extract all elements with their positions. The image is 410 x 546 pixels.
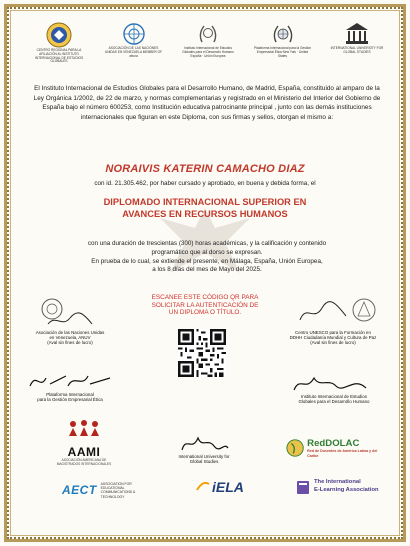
iela-logo [196, 479, 244, 495]
aect-logo [62, 482, 149, 499]
signature-anuv [30, 296, 110, 346]
aami-caption: ASOCIACIÓN AMERICANA DE MAGISTRADOS INTERNACIONALES [56, 458, 112, 466]
details-line-4: a los 8 días del mes de Mayo del 2025. [152, 266, 262, 274]
international-elearning-logo [296, 479, 379, 495]
details-line-3: En prueba de lo cual, se extiende el presente, en Málaga, España, Unión Europea, [91, 257, 323, 265]
iugs-line-1: International University for [178, 454, 230, 459]
header-logo-5-caption: INTERNATIONAL UNIVERSITY FOR GLOBAL STUDIES [330, 46, 384, 54]
tiela-line-2: E-Learning Association [314, 487, 379, 493]
anuv-seal-signature-icon [30, 296, 110, 330]
header-logo-4-caption: Plataforma Internacional para la Gestión Empresarial Ética New York · United States [253, 46, 312, 58]
awardee-name: NORAIVIS KATERIN CAMACHO DIAZ [105, 163, 305, 175]
global-line-1: Instituto Internacional de Estudios [301, 394, 367, 399]
id-line: con id. 21.305.462, por haber cursado y aprobado, en buena y debida forma, el [94, 180, 316, 187]
header-logo-1 [30, 22, 88, 64]
iela-swoosh-icon [196, 480, 210, 494]
aami-figures-icon [67, 420, 101, 438]
diploma-seal-icon [46, 22, 72, 48]
tiela-text [314, 479, 379, 494]
intro-paragraph: El Instituto Internacional de Estudios Globales para el Desarrollo Humano, de Madrid, España, constituido al amparo de la Ley Orgánica 1/2002, de 22 de marzo, y normas complementarias y registrado en el Ministerio del Interior del Gobierno de España bajo el número 600253, como Institución educativa patrocinante principal , junto con las demás instituciones internacionales que figuran en este Diploma, con sus firmas y sellos, otorgan el mismo a: [33, 85, 381, 121]
signature-global-institute [284, 372, 384, 404]
signature-iugs [164, 434, 244, 464]
header-logo-3 [179, 22, 237, 58]
reddolac-wordmark: RedDOLAC [307, 438, 360, 450]
aami-wordmark: AAMI [67, 445, 101, 459]
unesco-line-2: DDHH Ciudadanía Mundial y Cultura de Paz [289, 335, 377, 341]
elearning-book-icon [296, 479, 310, 495]
header-logo-1-caption: CENTRO REGIONAL PARA LA AFILIACIÓN AL INSTITUTO INTERNACIONAL DE ESTUDIOS GLOBALES [34, 48, 84, 64]
program-title [0, 197, 410, 220]
reddolac-subtitle: Red de Docentes de América Latina y del Caribe [307, 449, 378, 458]
un-wfuna-icon [122, 22, 146, 46]
gestek-handwritten-signature-icon [26, 370, 114, 392]
details-paragraph [30, 240, 384, 275]
university-building-icon [344, 22, 370, 46]
anuv-line-3: (Aval sin fines de lucro) [47, 340, 93, 346]
gestek-line-1: Plataforma Internacional [46, 392, 94, 397]
program-title-line-1: DIPLOMADO INTERNACIONAL SUPERIOR EN [103, 197, 307, 207]
gestek-line-2: para la Gestión Empresarial Ética [37, 397, 103, 403]
header-logo-2-caption: ASOCIACIÓN DE LAS NACIONES UNIDAS EN VENEZUELA MEMBER OF wfuna [104, 46, 163, 58]
unesco-seal-signature-icon [280, 296, 386, 330]
header-logo-5 [328, 22, 386, 55]
header-logo-2 [105, 22, 163, 58]
aect-wordmark: AECT [62, 483, 97, 498]
anuv-line-2: en Venezuela, ANUV [49, 335, 91, 341]
signature-unesco [280, 296, 386, 346]
unesco-line-3: (Aval sin fines de lucro) [310, 340, 356, 346]
aect-caption: ASSOCIATION FOR EDUCATIONAL COMMUNICATIONS & TECHNOLOGY [100, 482, 136, 499]
qr-code[interactable] [178, 329, 226, 377]
laurel-globe-icon [271, 22, 295, 46]
iugs-handwritten-signature-icon [164, 434, 244, 454]
reddolac-globe-icon [286, 438, 304, 458]
laurel-seal-icon [196, 22, 220, 46]
iela-wordmark: iELA [212, 479, 244, 495]
tiela-line-1: The International [314, 479, 361, 486]
signature-gestek [26, 370, 114, 402]
unesco-line-1: Centro UNESCO para la Formación en [295, 330, 371, 335]
qr-scan-note: ESCANEE ESTE CÓDIGO QR PARA SOLICITAR LA AUTENTICACIÓN DE UN DIPLOMA O TÍTULO. [151, 294, 259, 317]
header-logo-3-caption: Instituto Internacional de Estudios Globales para el Desarrollo Humano España · Unión Europea [182, 46, 234, 58]
header-logo-4 [254, 22, 312, 58]
iugs-line-2: Global Studies [189, 459, 219, 465]
reddolac-logo [286, 438, 382, 458]
global-line-2: Globales para el Desarrollo Humano [298, 399, 370, 405]
details-line-1: con una duración de trescientas (300) horas académicas, y la calificación y contenido [87, 240, 327, 247]
aami-logo [54, 420, 114, 467]
header-logos [30, 22, 386, 74]
global-institute-signature-icon [284, 372, 384, 394]
anuv-line-1: Asociación de las Naciones Unidas [35, 330, 105, 335]
program-title-line-2: AVANCES EN RECURSOS HUMANOS [122, 208, 288, 219]
details-line-2: programático que al dorso se expresan. [151, 248, 263, 256]
